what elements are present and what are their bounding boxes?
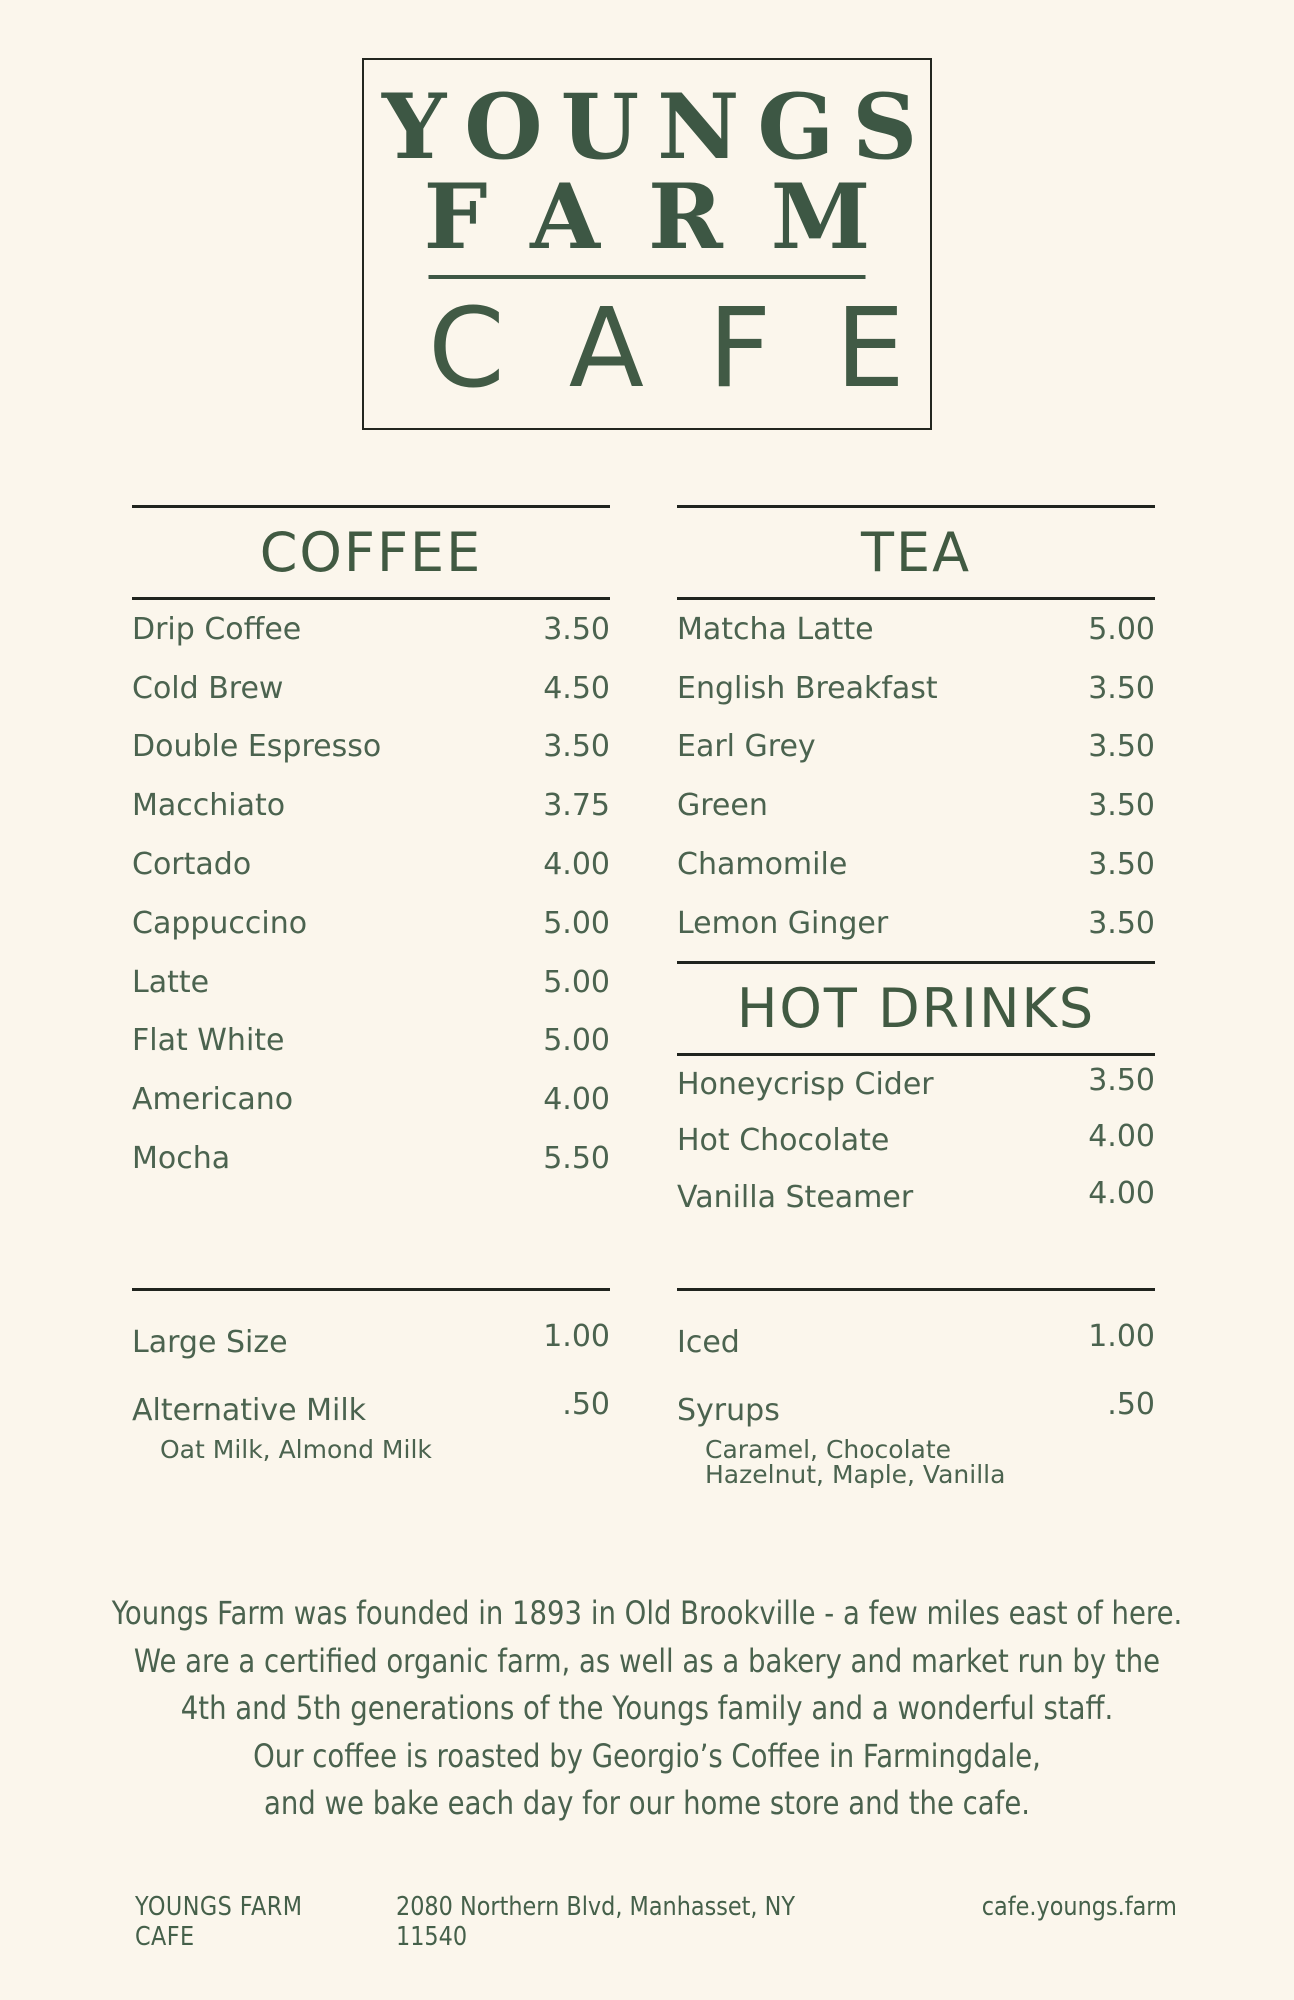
footer-left xyxy=(135,1892,836,1952)
addon-name: Alternative Milk xyxy=(132,1392,367,1428)
item-price: 3.50 xyxy=(543,611,610,647)
menu-item-row xyxy=(677,776,1155,835)
menu-item-row xyxy=(677,894,1155,953)
menu-item-row xyxy=(132,894,610,953)
item-price: 4.50 xyxy=(543,670,610,706)
menu-item-row xyxy=(677,1056,1155,1113)
addon-price: .50 xyxy=(1107,1386,1155,1422)
item-name: Americano xyxy=(132,1082,294,1118)
about-line: 4th and 5th generations of the Youngs family and a wonderful staff. xyxy=(180,1689,1114,1727)
footer-website: cafe.youngs.farm xyxy=(981,1892,1177,1922)
addon-name: Iced xyxy=(677,1324,740,1360)
footer-right xyxy=(982,1892,1177,1922)
menu-item-row xyxy=(677,659,1155,718)
item-name: Macchiato xyxy=(132,788,286,824)
item-price: 5.50 xyxy=(543,1141,610,1177)
logo-word-farm: FARM xyxy=(423,164,919,270)
menu-item-row xyxy=(677,600,1155,659)
item-price: 4.00 xyxy=(543,847,610,883)
coffee-header xyxy=(132,505,610,600)
menu-item-row xyxy=(677,718,1155,777)
item-name: Honeycrisp Cider xyxy=(677,1066,934,1102)
item-name: Green xyxy=(677,788,768,824)
item-price: 3.50 xyxy=(1088,905,1155,941)
item-price: 5.00 xyxy=(543,905,610,941)
addon-price: 1.00 xyxy=(1088,1318,1155,1354)
addon-name: Large Size xyxy=(132,1324,288,1360)
item-name: Earl Grey xyxy=(677,729,816,765)
section-tea xyxy=(677,505,1155,1225)
addon-row xyxy=(132,1379,610,1441)
item-price: 3.50 xyxy=(1088,847,1155,883)
item-name: Hot Chocolate xyxy=(677,1123,890,1159)
menu-item-row xyxy=(132,835,610,894)
item-name: Cappuccino xyxy=(132,905,308,941)
item-name: Chamomile xyxy=(677,847,848,883)
logo-divider xyxy=(429,275,866,279)
item-name: Flat White xyxy=(132,1023,285,1059)
addon-row xyxy=(132,1311,610,1373)
item-price: 4.00 xyxy=(543,1082,610,1118)
section-title: COFFEE xyxy=(259,521,483,584)
addon-row xyxy=(677,1379,1155,1441)
addon-price: 1.00 xyxy=(543,1318,610,1354)
item-name: Cortado xyxy=(132,847,252,883)
item-price: 5.00 xyxy=(543,964,610,1000)
item-name: Cold Brew xyxy=(132,670,284,706)
item-name: Lemon Ginger xyxy=(677,905,889,941)
item-price: 5.00 xyxy=(543,1023,610,1059)
logo-word-youngs: YOUNGS xyxy=(382,74,936,180)
logo-word-cafe: CAFE xyxy=(428,284,969,412)
item-price: 4.00 xyxy=(1088,1175,1155,1211)
addon-note: Caramel, Chocolate xyxy=(705,1435,952,1464)
section-title: HOT DRINKS xyxy=(736,976,1096,1040)
hot-drinks-header xyxy=(677,961,1155,1056)
item-name: Drip Coffee xyxy=(132,611,302,647)
addon-name: Syrups xyxy=(677,1392,780,1428)
about-line: Our coffee is roasted by Georgio’s Coffee in Farmingdale, xyxy=(253,1736,1041,1775)
item-price: 5.00 xyxy=(1088,611,1155,647)
menu-item-row xyxy=(132,659,610,718)
menu-item-row xyxy=(132,953,610,1012)
menu-item-row xyxy=(677,1169,1155,1226)
item-price: 3.50 xyxy=(1088,670,1155,706)
item-price: 3.50 xyxy=(1088,1062,1155,1098)
item-name: Matcha Latte xyxy=(677,611,874,647)
section-coffee xyxy=(132,505,610,1188)
footer-cafe-name: YOUNGS FARM CAFE xyxy=(135,1892,303,1952)
about-line: and we bake each day for our home store and the cafe. xyxy=(263,1784,1030,1822)
item-name: Vanilla Steamer xyxy=(677,1179,914,1215)
menu-item-row xyxy=(132,600,610,659)
menu-item-row xyxy=(132,1129,610,1188)
menu-item-row xyxy=(677,835,1155,894)
item-name: Latte xyxy=(132,964,210,1000)
tea-header xyxy=(677,505,1155,600)
addon-note: Oat Milk, Almond Milk xyxy=(160,1435,432,1464)
item-name: Mocha xyxy=(132,1141,231,1177)
item-price: 3.50 xyxy=(1088,788,1155,824)
menu-item-row xyxy=(132,1012,610,1071)
addon-note: Hazelnut, Maple, Vanilla xyxy=(705,1460,1006,1489)
item-price: 3.50 xyxy=(1088,729,1155,765)
menu-item-row xyxy=(132,776,610,835)
menu-item-row xyxy=(132,718,610,777)
item-name: English Breakfast xyxy=(677,670,938,706)
item-price: 3.75 xyxy=(543,788,610,824)
addon-price: .50 xyxy=(562,1386,610,1422)
item-price: 4.00 xyxy=(1088,1119,1155,1155)
about-paragraph xyxy=(0,1590,1294,1828)
about-line: We are a certified organic farm, as well as a bakery and market run by the xyxy=(133,1641,1161,1680)
item-price: 3.50 xyxy=(543,729,610,765)
footer xyxy=(135,1892,1177,1952)
addons-left xyxy=(132,1288,610,1466)
footer-address: 2080 Northern Blvd, Manhasset, NY 11540 xyxy=(395,1892,796,1952)
section-title: TEA xyxy=(860,521,972,584)
menu-item-row xyxy=(132,1070,610,1129)
section-hot-drinks xyxy=(677,1056,1155,1226)
addon-row xyxy=(677,1311,1155,1373)
item-name: Double Espresso xyxy=(132,729,382,765)
logo-box xyxy=(362,58,969,430)
menu-item-row xyxy=(677,1112,1155,1169)
addons-right xyxy=(677,1288,1155,1491)
about-line: Youngs Farm was founded in 1893 in Old Brookville - a few miles east of here. xyxy=(111,1594,1183,1632)
